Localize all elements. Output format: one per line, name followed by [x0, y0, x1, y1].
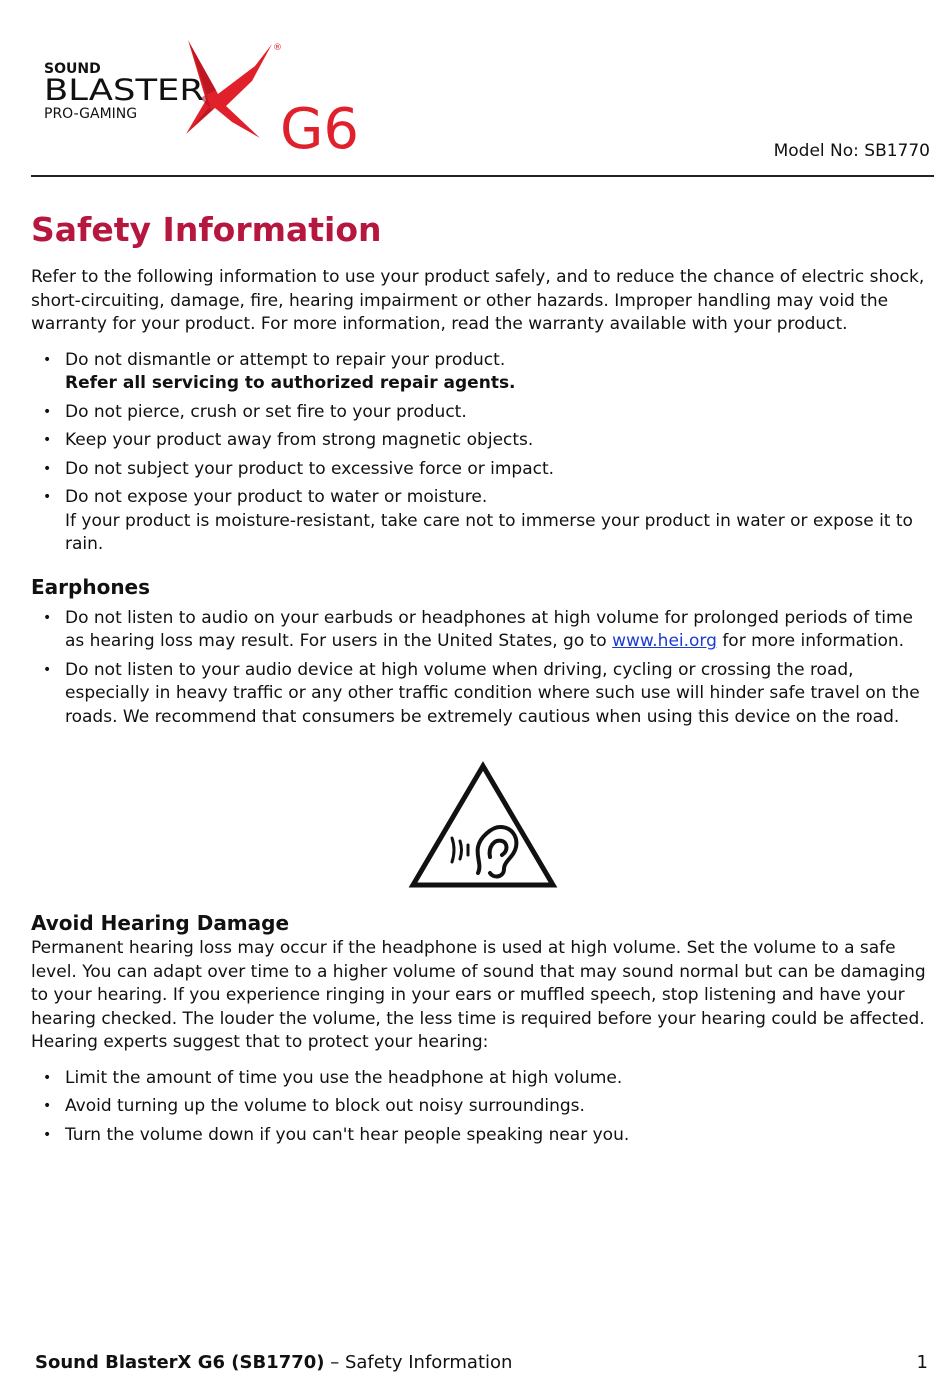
logo-g6-text: G6: [280, 97, 360, 156]
list-item-text: Do not pierce, crush or set fire to your product.: [65, 401, 467, 422]
footer-product: Sound BlasterX G6 (SB1770): [35, 1352, 325, 1373]
logo-blaster-text: BLASTER: [44, 73, 204, 107]
bullet-icon: •: [43, 432, 52, 448]
list-item-text: for more information.: [716, 631, 905, 651]
model-number: Model No: SB1770: [773, 141, 930, 161]
avoid-hearing-damage-heading: Avoid Hearing Damage: [31, 911, 290, 935]
avoid-paragraph: Permanent hearing loss may occur if the headphone is used at high volume. Set the volume to a safe level. You can adapt over time to a higher volume of sound that may sound normal but can be damaging to your hearing. If you experience ringing in your ears or muffled speech, stop listening and have your hearing checked. The louder the volume, the less time is required before your hearing could be affected. Hearing experts suggest that to protect your hearing:: [31, 938, 926, 1052]
header-divider: [31, 175, 934, 177]
list-item: [31, 659, 934, 730]
list-item-text: Do not dismantle or attempt to repair your product.: [65, 349, 506, 370]
earphones-list: [31, 607, 934, 730]
blasterx-g6-logo: [40, 36, 385, 156]
brand-logo: [40, 36, 385, 156]
list-item-text: Do not listen to your audio device at high volume when driving, cycling or crossing the road, especially in heavy traffic or any other traffic condition where such use will hinder safe travel on the roads. We recommend that consumers be extremely cautious when using this device on the road.: [65, 659, 920, 727]
list-item: [31, 401, 934, 425]
bullet-icon: •: [43, 1126, 52, 1143]
list-item-text: Do not subject your product to excessive force or impact.: [65, 458, 555, 479]
list-item-text: Limit the amount of time you use the headphone at high volume.: [65, 1067, 623, 1088]
bullet-icon: •: [43, 460, 52, 477]
general-safety-list: [31, 349, 934, 557]
earphones-heading: Earphones: [31, 574, 151, 599]
list-item: [31, 349, 934, 396]
list-item: [31, 486, 934, 557]
list-item-text: Avoid turning up the volume to block out noisy surroundings.: [65, 1096, 585, 1116]
page-number: 1: [916, 1352, 928, 1373]
hearing-warning-icon: [408, 761, 558, 889]
footer-section: – Safety Information: [324, 1352, 513, 1373]
list-item-text: Do not listen to audio on your earbuds or headphones at high volume for prolonged periods of time as hearing loss may result. For users in the United States, go to: [65, 607, 913, 651]
page-footer: [35, 1352, 928, 1373]
list-item: [31, 1067, 934, 1091]
logo-progaming-text: PRO-GAMING: [44, 106, 138, 122]
list-item: [31, 1124, 934, 1148]
bullet-icon: •: [43, 351, 52, 368]
bullet-icon: •: [43, 609, 52, 626]
logo-sound-text: SOUND: [44, 61, 101, 77]
bullet-icon: •: [43, 1098, 52, 1114]
list-item: [31, 458, 934, 482]
list-item: [31, 1095, 934, 1119]
hei-link[interactable]: www.hei.org: [612, 631, 717, 651]
bullet-icon: •: [43, 1069, 52, 1086]
page-title: Safety Information: [31, 210, 382, 249]
list-item: [31, 607, 934, 654]
list-item-text: Turn the volume down if you can't hear people speaking near you.: [65, 1124, 630, 1145]
bullet-icon: •: [43, 661, 52, 678]
bullet-icon: •: [43, 403, 52, 420]
intro-paragraph: Refer to the following information to use your product safely, and to reduce the chance of electric shock, short-circuiting, damage, fire, hearing impairment or other hazards. Improper handling may void the warranty for your product. For more information, read the warranty available with your product.: [31, 267, 925, 334]
bullet-icon: •: [43, 489, 52, 505]
list-item-text: Do not expose your product to water or moisture.: [65, 487, 488, 507]
list-item: [31, 429, 934, 453]
document-body: [31, 208, 934, 1152]
footer-title: [35, 1352, 512, 1373]
list-item-emphasis: Refer all servicing to authorized repair agents.: [65, 373, 516, 393]
list-item-text: If your product is moisture-resistant, take care not to immerse your product in water or expose it to rain.: [65, 510, 913, 554]
hearing-tips-list: [31, 1067, 934, 1148]
list-item-text: Keep your product away from strong magnetic objects.: [65, 430, 534, 450]
registered-mark: ®: [273, 43, 282, 53]
